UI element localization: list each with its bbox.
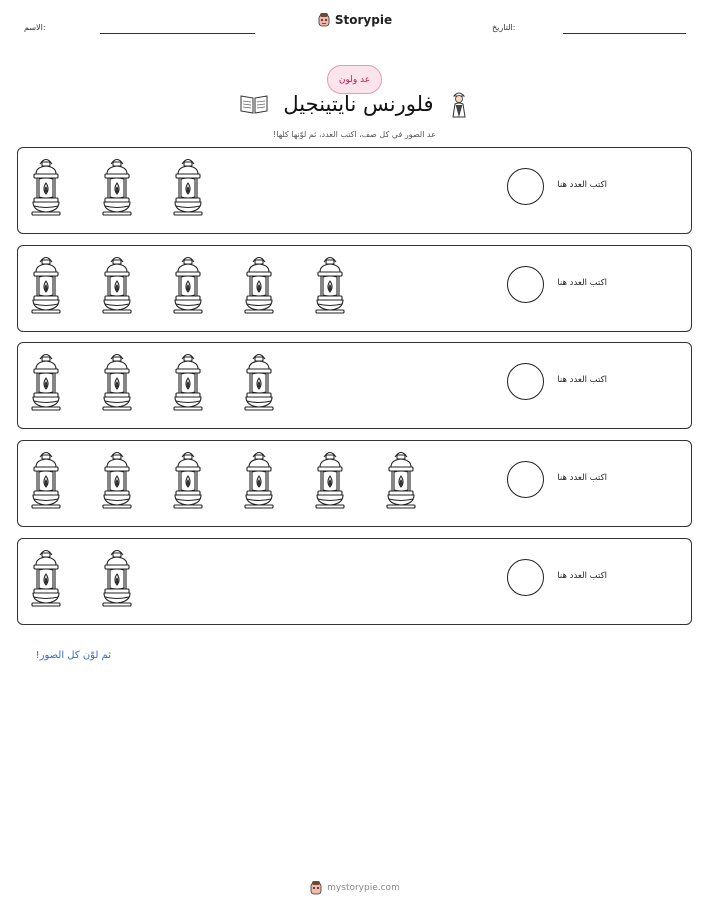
oil-lantern-icon: [28, 351, 64, 413]
answer-circle[interactable]: [507, 461, 544, 498]
oil-lantern-icon: [99, 351, 135, 413]
lantern-picture: [99, 351, 170, 413]
oil-lantern-icon: [28, 156, 64, 218]
lantern-group: [28, 156, 241, 216]
lantern-picture: [170, 449, 241, 511]
nurse-icon: [448, 90, 470, 118]
coloring-instruction: ثم لوّن كل الصور!: [35, 650, 111, 661]
lantern-picture: [312, 449, 383, 511]
oil-lantern-icon: [383, 449, 419, 511]
counting-row-3: [17, 342, 692, 429]
counting-row-4: [17, 440, 692, 527]
title-row: [0, 90, 709, 118]
lantern-picture: [99, 449, 170, 511]
write-number-label: اكتب العدد هنا: [557, 180, 607, 190]
oil-lantern-icon: [312, 449, 348, 511]
lantern-picture: [312, 254, 383, 316]
lantern-picture: [28, 156, 99, 218]
lantern-picture: [99, 254, 170, 316]
lantern-picture: [28, 254, 99, 316]
counting-row-2: [17, 245, 692, 332]
lantern-group: [28, 449, 454, 509]
date-label: التاريخ:: [492, 23, 516, 32]
brand-name: Storypie: [334, 13, 393, 27]
counting-row-5: [17, 538, 692, 625]
oil-lantern-icon: [28, 254, 64, 316]
write-number-label: اكتب العدد هنا: [557, 571, 607, 581]
lantern-picture: [99, 156, 170, 218]
answer-circle[interactable]: [507, 168, 544, 205]
footer-url[interactable]: mystorypie.com: [327, 883, 400, 893]
write-number-label: اكتب العدد هنا: [557, 278, 607, 288]
oil-lantern-icon: [170, 156, 206, 218]
oil-lantern-icon: [99, 254, 135, 316]
lantern-picture: [170, 351, 241, 413]
lantern-group: [28, 351, 312, 411]
name-line[interactable]: [100, 33, 255, 34]
write-number-label: اكتب العدد هنا: [557, 375, 607, 385]
name-label: الاسم:: [24, 23, 46, 32]
lantern-picture: [241, 254, 312, 316]
oil-lantern-icon: [170, 351, 206, 413]
lantern-picture: [383, 449, 454, 511]
storypie-mascot-icon: [309, 880, 323, 896]
instructions: عد الصور في كل صف، اكتب العدد، ثم لوّنها كلها!: [273, 130, 436, 139]
oil-lantern-icon: [241, 449, 277, 511]
answer-circle[interactable]: [507, 266, 544, 303]
lantern-picture: [28, 351, 99, 413]
lantern-picture: [241, 351, 312, 413]
storypie-mascot-icon: [317, 12, 331, 28]
lantern-picture: [99, 547, 170, 609]
write-number-label: اكتب العدد هنا: [557, 473, 607, 483]
oil-lantern-icon: [170, 254, 206, 316]
oil-lantern-icon: [99, 449, 135, 511]
brand-header: [0, 12, 709, 32]
answer-circle[interactable]: [507, 559, 544, 596]
lantern-picture: [170, 156, 241, 218]
activity-badge: عد ولون: [327, 65, 382, 94]
page-footer: [0, 880, 709, 896]
date-line[interactable]: [563, 33, 686, 34]
lantern-group: [28, 547, 170, 607]
oil-lantern-icon: [241, 254, 277, 316]
lantern-picture: [28, 449, 99, 511]
oil-lantern-icon: [312, 254, 348, 316]
counting-row-1: [17, 147, 692, 234]
oil-lantern-icon: [99, 547, 135, 609]
oil-lantern-icon: [99, 156, 135, 218]
lantern-group: [28, 254, 383, 314]
answer-circle[interactable]: [507, 363, 544, 400]
page-title: فلورنس نايتينجيل: [283, 92, 434, 116]
open-book-icon: [239, 93, 269, 115]
lantern-picture: [241, 449, 312, 511]
oil-lantern-icon: [241, 351, 277, 413]
oil-lantern-icon: [170, 449, 206, 511]
oil-lantern-icon: [28, 449, 64, 511]
lantern-picture: [28, 547, 99, 609]
lantern-picture: [170, 254, 241, 316]
oil-lantern-icon: [28, 547, 64, 609]
